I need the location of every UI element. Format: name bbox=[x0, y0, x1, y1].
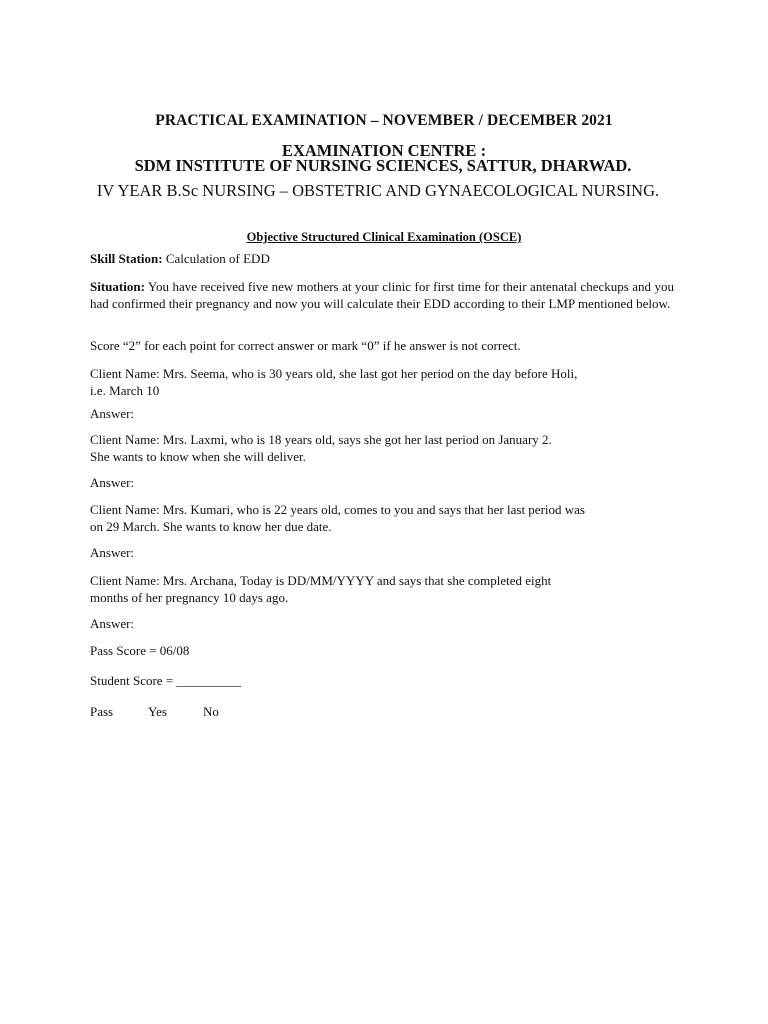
scoring-instruction: Score “2” for each point for correct answer or mark “0” if he answer is not correct. bbox=[90, 338, 521, 353]
student-score: Student Score = __________ bbox=[90, 673, 242, 688]
client-3 bbox=[90, 502, 674, 535]
yes-option: Yes bbox=[148, 704, 167, 719]
client-4-answer: Answer: bbox=[90, 616, 135, 631]
situation-text: You have received five new mothers at your clinic for first time for their antenatal checkups and you had confirmed their pregnancy and now you will calculate their EDD according to their LMP mentioned below. bbox=[90, 279, 674, 311]
skill-station-label: Skill Station: bbox=[90, 251, 163, 266]
centre-name: SDM INSTITUTE OF NURSING SCIENCES, SATTUR, DHARWAD. bbox=[134, 156, 632, 175]
pass-label: Pass bbox=[90, 704, 114, 719]
no-option: No bbox=[203, 704, 219, 719]
skill-station-value: Calculation of EDD bbox=[162, 251, 270, 266]
client-2-line-2: She wants to know when she will deliver. bbox=[90, 448, 306, 464]
client-1-line-1: Client Name: Mrs. Seema, who is 30 years old, she last got her period on the day before Holi, bbox=[90, 366, 578, 381]
client-4 bbox=[90, 573, 674, 606]
situation-label: Situation: bbox=[90, 279, 145, 294]
course-title: IV YEAR B.Sc NURSING – OBSTETRIC AND GYNAECOLOGICAL NURSING. bbox=[96, 181, 660, 200]
skill-station bbox=[90, 251, 674, 268]
osce-title: Objective Structured Clinical Examination (OSCE) bbox=[246, 230, 522, 244]
exam-title: PRACTICAL EXAMINATION – NOVEMBER / DECEMBER 2021 bbox=[155, 112, 613, 129]
client-3-line-1: Client Name: Mrs. Kumari, who is 22 years old, comes to you and says that her last period was bbox=[90, 502, 585, 517]
pass-score: Pass Score = 06/08 bbox=[90, 643, 190, 658]
client-3-answer: Answer: bbox=[90, 545, 135, 560]
client-1-answer: Answer: bbox=[90, 406, 135, 421]
client-4-line-2: months of her pregnancy 10 days ago. bbox=[90, 589, 289, 605]
client-1 bbox=[90, 366, 674, 399]
client-2 bbox=[90, 432, 674, 465]
client-3-line-2: on 29 March. She wants to know her due date. bbox=[90, 518, 332, 534]
client-4-line-1: Client Name: Mrs. Archana, Today is DD/MM/YYYY and says that she completed eight bbox=[90, 573, 552, 588]
situation bbox=[90, 279, 674, 312]
client-2-line-1: Client Name: Mrs. Laxmi, who is 18 years old, says she got her last period on January 2. bbox=[90, 432, 552, 447]
pass-result bbox=[90, 704, 674, 721]
client-2-answer: Answer: bbox=[90, 475, 135, 490]
centre-label: EXAMINATION CENTRE : bbox=[281, 141, 487, 160]
client-1-line-2: i.e. March 10 bbox=[90, 382, 160, 398]
